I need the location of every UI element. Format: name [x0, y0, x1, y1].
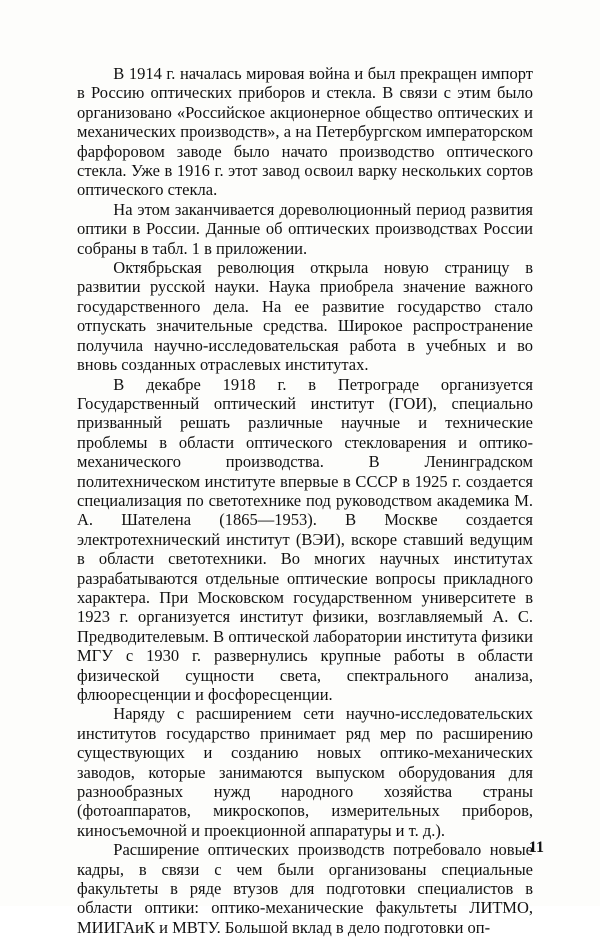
paragraph-prerevolution-end: На этом заканчивается дореволюционный период развития оптики в России. Данные об оптических производствах России собраны в табл. 1 в приложении.	[77, 199, 533, 258]
paragraph-october-revolution: Октябрьская революция открыла новую страницу в развитии русской науки. Наука приобрела значение важного государственного дела. На ее развитие государство стало отпускать значительные средства. Широкое распространение получила научно-исследовательская работа в учебных и во вновь созданных отраслевых институтах.	[77, 258, 533, 375]
body-text	[77, 64, 533, 937]
paragraph-institutes-expansion: Наряду с расширением сети научно-исследовательских институтов государство принимает ряд мер по расширению существующих и созданию новых оптико-механических заводов, которые занимаются выпуском оборудования для разнообразных нужд народного хозяйства страны (фотоаппаратов, микроскопов, измерительных приборов, киносъемочной и проекционной аппаратуры и т. д.).	[77, 704, 533, 840]
paragraph-1914-war: В 1914 г. началась мировая война и был прекращен импорт в Россию оптических приборов и стекла. В связи с этим было организовано «Российское акционерное общество оптических и механических производств», а на Петербургском императорском фарфоровом заводе было начато производство оптического стекла. Уже в 1916 г. этот завод освоил варку нескольких сортов оптического стекла.	[77, 64, 533, 200]
page-number: 11	[528, 839, 544, 856]
paragraph-goi-founding: В декабре 1918 г. в Петрограде организуется Государственный оптический институт (ГОИ), специально призванный решать различные научные и технические проблемы в области оптического стекловарения и оптико-механического производства. В Ленинградском политехническом институте впервые в СССР в 1925 г. создается специализация по светотехнике под руководством академика М. А. Шателена (1865—1953). В Москве создается электротехнический институт (ВЭИ), вскоре ставший ведущим в области светотехники. Во многих научных институтах разрабатываются отдельные оптические вопросы прикладного характера. При Московском государственном университете в 1923 г. организуется институт физики, возглавляемый А. С. Предводителевым. В оптической лаборатории института физики МГУ с 1930 г. развернулись крупные работы в области физической сущности света, спектрального анализа, флюоресценции и фосфоресценции.	[77, 374, 533, 704]
paragraph-optical-education: Расширение оптических производств потребовало новые кадры, в связи с чем были организованы специальные факультеты в ряде втузов для подготовки специалистов в области оптики: оптико-механические факультеты ЛИТМО, МИИГАиК и МВТУ. Большой вклад в дело подготовки оп-	[77, 840, 533, 937]
